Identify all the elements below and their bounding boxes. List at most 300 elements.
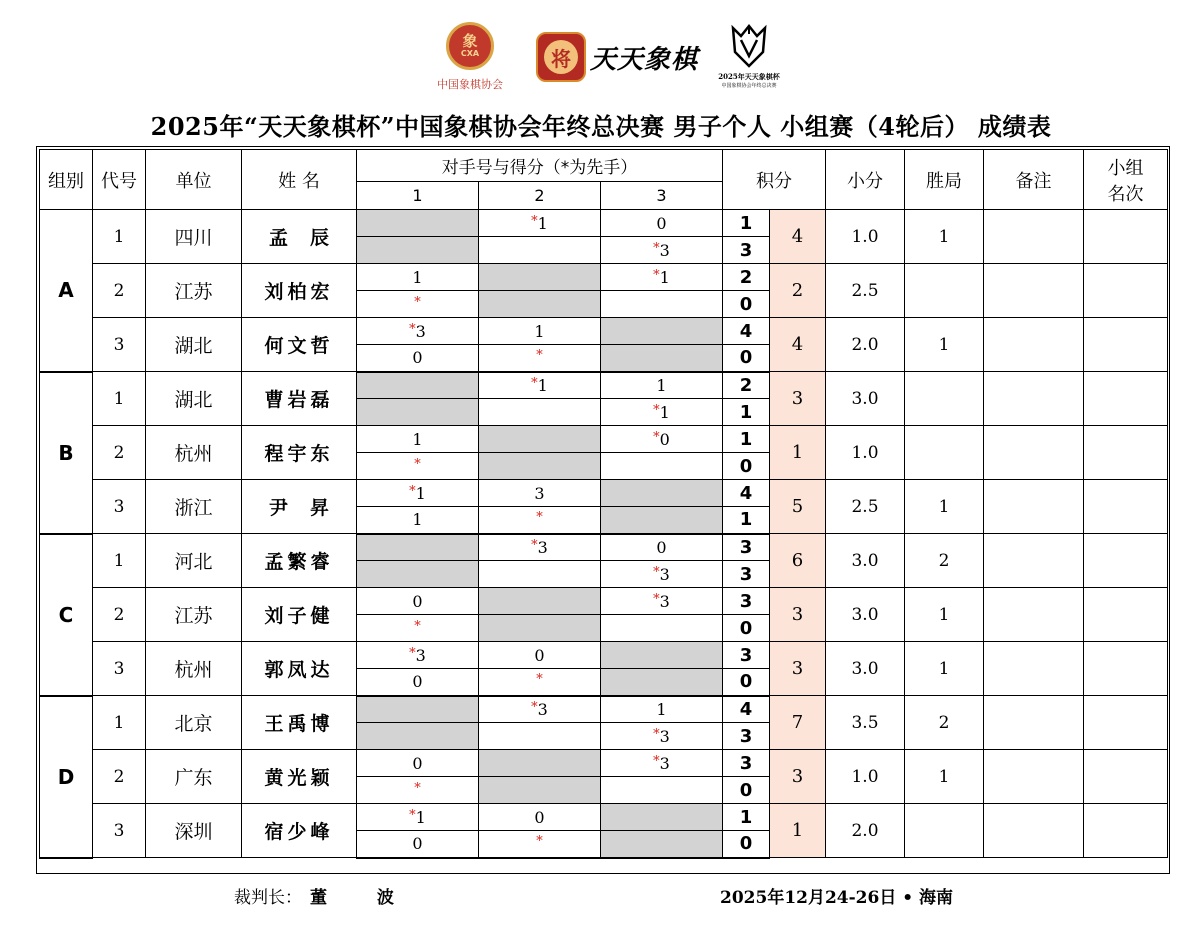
self-cell (479, 453, 601, 480)
player-unit: 北京 (146, 696, 242, 750)
player-code: 3 (93, 480, 146, 534)
points-top: 1 (723, 426, 770, 453)
player-row (40, 480, 1168, 507)
first-move-mark: * (531, 375, 538, 391)
wins-count: 1 (905, 210, 984, 264)
first-move-mark: * (414, 780, 421, 796)
cxa-abbr: CXA (460, 49, 480, 58)
self-cell (357, 561, 479, 588)
first-move-mark: * (414, 618, 421, 634)
remark-cell (984, 696, 1084, 750)
first-move-mark: * (409, 807, 416, 823)
first-move-mark: * (536, 834, 543, 850)
self-cell (601, 831, 723, 858)
total-points: 1 (770, 804, 826, 858)
referee-line (234, 883, 416, 908)
logo-bar (0, 22, 1202, 98)
group-label: B (40, 372, 93, 534)
player-name: 孟辰 (242, 210, 357, 264)
game-score: 0 (656, 537, 667, 557)
points-top: 3 (723, 750, 770, 777)
rank-cell (1084, 210, 1168, 264)
referee-name: 董 波 (310, 888, 416, 908)
player-name: 宿少峰 (242, 804, 357, 858)
rank-cell (1084, 804, 1168, 858)
tiebreak-score: 1.0 (826, 750, 905, 804)
game-score: 1 (537, 375, 548, 395)
wins-count: 1 (905, 642, 984, 696)
game-cell-top (357, 804, 479, 831)
rank-cell (1084, 750, 1168, 804)
game-score: 0 (412, 672, 423, 692)
cxa-logo (420, 22, 520, 92)
cxa-glyph: 象 (462, 32, 478, 50)
game-cell-bottom (357, 507, 479, 534)
page-title: 2025年“天天象棋杯”中国象棋协会年终总决赛 男子个人 小组赛（4轮后） 成绩表 (150, 112, 1052, 141)
self-cell (601, 345, 723, 372)
player-unit: 湖北 (146, 318, 242, 372)
game-cell-top (357, 588, 479, 615)
remark-cell (984, 534, 1084, 588)
game-score: 0 (412, 834, 423, 854)
remark-cell (984, 750, 1084, 804)
rank-cell (1084, 318, 1168, 372)
player-code: 2 (93, 588, 146, 642)
first-move-mark: * (653, 402, 660, 418)
game-cell-bottom (601, 237, 723, 264)
first-move-mark: * (653, 240, 660, 256)
player-code: 1 (93, 534, 146, 588)
game-score: 0 (412, 753, 423, 773)
game-cell-top (479, 210, 601, 237)
rank-cell (1084, 534, 1168, 588)
game-cell-top (479, 534, 601, 561)
game-cell-bottom (357, 345, 479, 372)
game-score: 3 (537, 699, 548, 719)
group-label: D (40, 696, 93, 858)
game-cell-top (357, 318, 479, 345)
first-move-mark: * (414, 294, 421, 310)
ttxq-logo (536, 32, 698, 82)
player-row (40, 426, 1168, 453)
total-points: 6 (770, 534, 826, 588)
tiebreak-score: 2.0 (826, 318, 905, 372)
rank-cell (1084, 480, 1168, 534)
game-cell-bottom (601, 723, 723, 750)
tiebreak-score: 3.0 (826, 642, 905, 696)
points-top: 3 (723, 642, 770, 669)
self-cell (357, 723, 479, 750)
total-points: 3 (770, 588, 826, 642)
game-cell-bottom (601, 453, 723, 480)
first-move-mark: * (536, 510, 543, 526)
self-cell (357, 399, 479, 426)
ttxq-badge-icon (536, 32, 586, 82)
player-row (40, 642, 1168, 669)
game-score: 3 (659, 564, 670, 584)
self-cell (479, 264, 601, 291)
header-rank-line1: 小组 (1107, 157, 1144, 179)
header-code: 代号 (93, 150, 146, 210)
game-score: 3 (659, 240, 670, 260)
first-move-mark: * (653, 429, 660, 445)
points-bottom: 0 (723, 291, 770, 318)
player-unit: 广东 (146, 750, 242, 804)
tiebreak-score: 1.0 (826, 210, 905, 264)
remark-cell (984, 264, 1084, 318)
game-score: 3 (415, 321, 426, 341)
trophy-icon (727, 22, 771, 72)
header-tiebreak: 小分 (826, 150, 905, 210)
game-score: 1 (659, 267, 670, 287)
game-cell-bottom (357, 291, 479, 318)
game-cell-bottom (479, 561, 601, 588)
game-cell-top (479, 696, 601, 723)
header-opp-2: 2 (479, 182, 601, 210)
game-score: 1 (656, 375, 667, 395)
rank-cell (1084, 642, 1168, 696)
game-score: 1 (415, 483, 426, 503)
game-cell-bottom (357, 777, 479, 804)
tiebreak-score: 2.0 (826, 804, 905, 858)
self-cell (357, 210, 479, 237)
points-top: 3 (723, 588, 770, 615)
total-points: 4 (770, 318, 826, 372)
total-points: 2 (770, 264, 826, 318)
game-cell-top (601, 588, 723, 615)
player-unit: 深圳 (146, 804, 242, 858)
wins-count: 1 (905, 318, 984, 372)
header-points: 积分 (723, 150, 826, 210)
game-score: 3 (659, 591, 670, 611)
player-row (40, 372, 1168, 399)
game-cell-top (601, 750, 723, 777)
points-top: 4 (723, 480, 770, 507)
self-cell (479, 291, 601, 318)
player-name: 刘柏宏 (242, 264, 357, 318)
total-points: 1 (770, 426, 826, 480)
player-code: 3 (93, 318, 146, 372)
game-score: 0 (534, 645, 545, 665)
self-cell (479, 750, 601, 777)
player-row (40, 588, 1168, 615)
player-name: 曹岩磊 (242, 372, 357, 426)
points-top: 4 (723, 318, 770, 345)
game-cell-bottom (601, 291, 723, 318)
game-score: 1 (412, 429, 423, 449)
player-row (40, 696, 1168, 723)
points-top: 2 (723, 372, 770, 399)
player-row (40, 318, 1168, 345)
total-points: 3 (770, 750, 826, 804)
player-unit: 江苏 (146, 264, 242, 318)
game-score: 0 (412, 591, 423, 611)
wins-count: 1 (905, 480, 984, 534)
rank-cell (1084, 588, 1168, 642)
points-bottom: 3 (723, 723, 770, 750)
points-top: 4 (723, 696, 770, 723)
player-name: 郭凤达 (242, 642, 357, 696)
game-cell-bottom (601, 399, 723, 426)
self-cell (601, 642, 723, 669)
player-unit: 杭州 (146, 426, 242, 480)
points-bottom: 0 (723, 831, 770, 858)
player-row (40, 750, 1168, 777)
player-code: 3 (93, 642, 146, 696)
player-unit: 杭州 (146, 642, 242, 696)
game-cell-bottom (357, 669, 479, 696)
game-cell-top (357, 426, 479, 453)
self-cell (601, 669, 723, 696)
self-cell (357, 372, 479, 399)
player-unit: 江苏 (146, 588, 242, 642)
game-cell-top (357, 750, 479, 777)
player-code: 1 (93, 210, 146, 264)
first-move-mark: * (531, 699, 538, 715)
game-cell-bottom (601, 615, 723, 642)
header-remark: 备注 (984, 150, 1084, 210)
game-cell-top (601, 426, 723, 453)
game-cell-top (601, 372, 723, 399)
header-opp-3: 3 (601, 182, 723, 210)
self-cell (357, 237, 479, 264)
game-cell-bottom (357, 831, 479, 858)
player-unit: 河北 (146, 534, 242, 588)
points-bottom: 0 (723, 669, 770, 696)
header-wins: 胜局 (905, 150, 984, 210)
total-points: 7 (770, 696, 826, 750)
game-cell-bottom (357, 615, 479, 642)
game-score: 3 (659, 753, 670, 773)
points-top: 1 (723, 210, 770, 237)
game-score: 1 (537, 213, 548, 233)
game-score: 0 (412, 348, 423, 368)
points-bottom: 1 (723, 399, 770, 426)
points-bottom: 0 (723, 777, 770, 804)
player-name: 孟繁睿 (242, 534, 357, 588)
self-cell (479, 777, 601, 804)
remark-cell (984, 318, 1084, 372)
game-score: 1 (412, 510, 423, 530)
game-score: 1 (412, 267, 423, 287)
remark-cell (984, 426, 1084, 480)
header-opponents: 对手号与得分（*为先手） (357, 150, 723, 182)
first-move-mark: * (536, 672, 543, 688)
points-top: 3 (723, 534, 770, 561)
wins-count: 2 (905, 696, 984, 750)
game-cell-bottom (479, 831, 601, 858)
points-bottom: 0 (723, 615, 770, 642)
group-label: A (40, 210, 93, 372)
self-cell (357, 696, 479, 723)
game-cell-top (479, 480, 601, 507)
cxa-emblem-icon (446, 22, 494, 70)
wins-count (905, 426, 984, 480)
points-bottom: 3 (723, 561, 770, 588)
game-cell-bottom (601, 777, 723, 804)
player-row (40, 264, 1168, 291)
game-score: 3 (537, 537, 548, 557)
game-cell-bottom (479, 345, 601, 372)
first-move-mark: * (536, 348, 543, 364)
first-move-mark: * (653, 591, 660, 607)
game-cell-bottom (601, 561, 723, 588)
game-cell-bottom (479, 507, 601, 534)
game-cell-bottom (479, 723, 601, 750)
self-cell (479, 426, 601, 453)
first-move-mark: * (531, 537, 538, 553)
player-name: 何文哲 (242, 318, 357, 372)
game-cell-top (601, 264, 723, 291)
player-code: 1 (93, 372, 146, 426)
first-move-mark: * (531, 213, 538, 229)
rank-cell (1084, 696, 1168, 750)
points-bottom: 3 (723, 237, 770, 264)
player-code: 2 (93, 264, 146, 318)
first-move-mark: * (653, 753, 660, 769)
game-score: 0 (656, 213, 667, 233)
player-code: 2 (93, 750, 146, 804)
total-points: 5 (770, 480, 826, 534)
game-score: 1 (659, 402, 670, 422)
header-rank-line2: 名次 (1107, 183, 1144, 205)
game-score: 0 (659, 429, 670, 449)
self-cell (601, 480, 723, 507)
tiebreak-score: 3.5 (826, 696, 905, 750)
points-bottom: 0 (723, 453, 770, 480)
player-code: 2 (93, 426, 146, 480)
game-cell-top (357, 642, 479, 669)
remark-cell (984, 210, 1084, 264)
player-name: 刘子健 (242, 588, 357, 642)
rank-cell (1084, 372, 1168, 426)
game-score: 1 (534, 321, 545, 341)
group-label: C (40, 534, 93, 696)
player-code: 3 (93, 804, 146, 858)
points-bottom: 0 (723, 345, 770, 372)
remark-cell (984, 588, 1084, 642)
game-cell-top (479, 372, 601, 399)
game-cell-top (479, 804, 601, 831)
first-move-mark: * (409, 645, 416, 661)
game-cell-top (601, 696, 723, 723)
player-unit: 浙江 (146, 480, 242, 534)
game-score: 3 (415, 645, 426, 665)
game-score: 3 (534, 483, 545, 503)
points-bottom: 1 (723, 507, 770, 534)
referee-label: 裁判长： (234, 888, 302, 908)
wins-count (905, 264, 984, 318)
self-cell (601, 318, 723, 345)
remark-cell (984, 804, 1084, 858)
game-cell-bottom (479, 237, 601, 264)
wins-count: 1 (905, 750, 984, 804)
results-table (39, 149, 1168, 859)
wins-count (905, 372, 984, 426)
game-score: 3 (659, 726, 670, 746)
self-cell (479, 588, 601, 615)
total-points: 3 (770, 372, 826, 426)
tiebreak-score: 2.5 (826, 480, 905, 534)
tiebreak-score: 1.0 (826, 426, 905, 480)
ttxq-glyph: 将 (544, 40, 578, 74)
rank-cell (1084, 426, 1168, 480)
wins-count: 2 (905, 534, 984, 588)
player-row (40, 534, 1168, 561)
header-opp-1: 1 (357, 182, 479, 210)
game-score: 1 (656, 699, 667, 719)
header-group: 组别 (40, 150, 93, 210)
self-cell (357, 534, 479, 561)
header-rank (1084, 150, 1168, 210)
self-cell (479, 615, 601, 642)
player-name: 程宇东 (242, 426, 357, 480)
first-move-mark: * (653, 267, 660, 283)
first-move-mark: * (409, 321, 416, 337)
wins-count: 1 (905, 588, 984, 642)
cxa-label: 中国象棋协会 (437, 78, 503, 91)
game-cell-top (601, 210, 723, 237)
game-cell-top (601, 534, 723, 561)
tiebreak-score: 3.0 (826, 588, 905, 642)
points-top: 1 (723, 804, 770, 831)
tiebreak-score: 2.5 (826, 264, 905, 318)
header-name: 姓 名 (242, 150, 357, 210)
cup-year: 2025年天天象棋杯 (718, 72, 780, 81)
game-score: 1 (415, 807, 426, 827)
remark-cell (984, 372, 1084, 426)
game-cell-bottom (357, 453, 479, 480)
player-name: 尹昇 (242, 480, 357, 534)
game-cell-top (357, 264, 479, 291)
tiebreak-score: 3.0 (826, 534, 905, 588)
player-name: 王禹博 (242, 696, 357, 750)
self-cell (601, 804, 723, 831)
total-points: 3 (770, 642, 826, 696)
cup-subtitle: 中国象棋协会年终总决赛 (721, 83, 777, 89)
tiebreak-score: 3.0 (826, 372, 905, 426)
game-cell-bottom (479, 669, 601, 696)
results-body (40, 210, 1168, 858)
game-cell-bottom (479, 399, 601, 426)
self-cell (601, 507, 723, 534)
remark-cell (984, 480, 1084, 534)
game-cell-top (357, 480, 479, 507)
header-unit: 单位 (146, 150, 242, 210)
player-row (40, 804, 1168, 831)
total-points: 4 (770, 210, 826, 264)
player-row (40, 210, 1168, 237)
player-unit: 四川 (146, 210, 242, 264)
player-name: 黄光颖 (242, 750, 357, 804)
points-top: 2 (723, 264, 770, 291)
game-cell-top (479, 318, 601, 345)
game-score: 0 (534, 807, 545, 827)
date-place: 2025年12月24-26日 • 海南 (720, 888, 954, 908)
player-unit: 湖北 (146, 372, 242, 426)
game-cell-top (479, 642, 601, 669)
first-move-mark: * (653, 564, 660, 580)
first-move-mark: * (653, 726, 660, 742)
ttxq-name: 天天象棋 (590, 44, 699, 75)
first-move-mark: * (409, 483, 416, 499)
first-move-mark: * (414, 456, 421, 472)
rank-cell (1084, 264, 1168, 318)
player-code: 1 (93, 696, 146, 750)
cup-logo (720, 22, 778, 89)
wins-count (905, 804, 984, 858)
remark-cell (984, 642, 1084, 696)
